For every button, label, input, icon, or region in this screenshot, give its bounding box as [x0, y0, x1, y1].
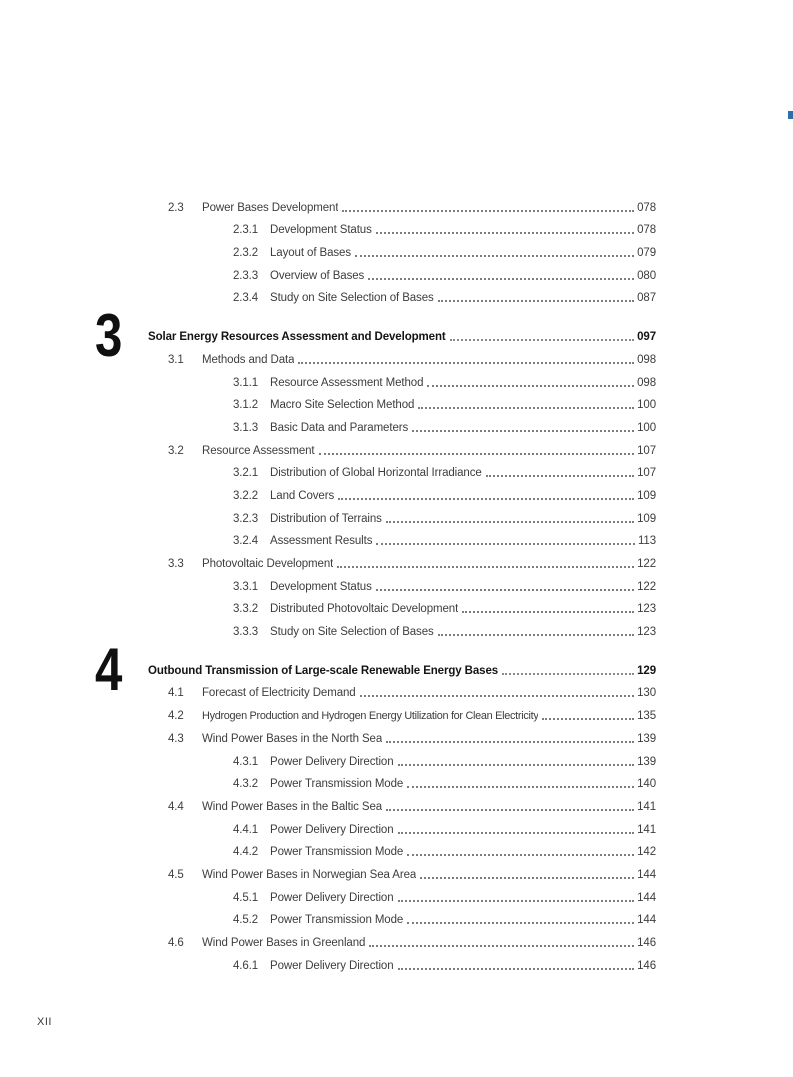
entry-page-number: 139	[637, 732, 656, 745]
toc-entry-row	[148, 287, 656, 310]
entry-number: 2.3.4	[233, 292, 259, 305]
toc-section	[95, 636, 656, 977]
entry-title: Wind Power Bases in the Baltic Sea	[202, 800, 383, 813]
dot-leader	[337, 566, 634, 568]
entry-number: 3.3.3	[233, 626, 259, 639]
dot-leader	[376, 543, 635, 545]
dot-leader	[398, 968, 635, 970]
entry-title: Study on Site Selection of Bases	[270, 626, 434, 639]
entry-number: 4.4.1	[233, 823, 259, 836]
dot-leader	[338, 498, 634, 500]
entry-number: 2.3.3	[233, 269, 259, 282]
chapter-number: 3	[95, 302, 121, 370]
toc-entry-row	[148, 841, 656, 864]
entry-number: 3.2.3	[233, 512, 259, 525]
entry-page-number: 141	[637, 800, 656, 813]
toc-entry-row	[148, 704, 656, 727]
entry-page-number: 107	[637, 444, 656, 457]
chapter-title: Outbound Transmission of Large-scale Renewable Energy Bases	[148, 664, 499, 677]
entry-number: 3.2	[168, 444, 184, 457]
dot-leader	[376, 589, 634, 591]
page-number-folio: XII	[37, 1016, 52, 1028]
entry-title: Power Delivery Direction	[270, 755, 394, 768]
entry-page-number: 135	[637, 710, 656, 723]
entry-title: Methods and Data	[202, 353, 295, 366]
dot-leader	[319, 453, 635, 455]
dot-leader	[369, 945, 634, 947]
toc-content	[95, 196, 656, 977]
entry-number: 3.2.2	[233, 489, 259, 502]
entry-title: Photovoltaic Development	[202, 558, 334, 570]
dot-leader	[398, 900, 635, 902]
chapter-number: 4	[95, 636, 121, 704]
entry-number: 3.1.3	[233, 421, 259, 434]
entry-page-number: 109	[637, 489, 656, 502]
entry-page-number: 146	[637, 937, 656, 949]
entry-title: Study on Site Selection of Bases	[270, 292, 434, 305]
dot-leader	[407, 922, 634, 924]
entry-number: 4.2	[168, 710, 184, 723]
dot-leader	[342, 210, 634, 212]
entry-page-number: 144	[637, 868, 656, 881]
toc-entry-row	[148, 909, 656, 932]
dot-leader	[407, 786, 634, 788]
entry-title: Overview of Bases	[270, 269, 365, 282]
entry-page-number: 146	[637, 959, 656, 972]
entry-page-number: 078	[637, 201, 656, 214]
entry-page-number: 100	[637, 421, 656, 434]
toc-section	[95, 302, 656, 643]
toc-entry-row	[148, 750, 656, 773]
toc-entry-row	[148, 530, 656, 553]
entry-page-number: 130	[637, 687, 656, 700]
chapter-title: Solar Energy Resources Assessment and Development	[148, 331, 446, 344]
entry-page-number: 098	[637, 353, 656, 366]
dot-leader	[398, 832, 635, 834]
entry-number: 4.5	[168, 868, 184, 881]
toc-entry-row	[148, 575, 656, 598]
entry-page-number: 113	[637, 535, 656, 548]
entry-page-number: 142	[637, 846, 656, 859]
entry-title: Wind Power Bases in Norwegian Sea Area	[202, 868, 417, 881]
toc-entry-row	[148, 863, 656, 886]
toc-entry-row	[148, 196, 656, 219]
dot-leader	[542, 718, 634, 720]
dot-leader	[427, 385, 634, 387]
dot-leader	[355, 255, 634, 257]
toc-entry-row	[148, 552, 656, 575]
toc-entry-row	[148, 219, 656, 242]
entry-number: 4.5.1	[233, 891, 259, 904]
entry-number: 2.3	[168, 201, 184, 214]
dot-leader	[502, 673, 634, 675]
dot-leader	[418, 407, 634, 409]
entry-title: Power Transmission Mode	[270, 846, 404, 859]
entry-page-number: 122	[637, 580, 656, 593]
entry-title: Development Status	[270, 580, 372, 593]
entry-page-number: 100	[637, 399, 656, 412]
toc-entry-row	[148, 371, 656, 394]
dot-leader	[398, 764, 635, 766]
entry-page-number: 107	[637, 467, 656, 480]
dot-leader	[420, 877, 634, 879]
dot-leader	[486, 475, 634, 477]
dot-leader	[450, 339, 634, 341]
entry-title: Power Delivery Direction	[270, 891, 394, 904]
toc-entry-row	[148, 507, 656, 530]
entry-number: 4.6	[168, 937, 184, 949]
toc-entry-row	[148, 439, 656, 462]
entry-page-number: 087	[637, 292, 656, 305]
entry-title: Development Status	[270, 224, 372, 237]
corner-mark	[788, 111, 793, 119]
entry-number: 4.1	[168, 687, 184, 700]
entry-title: Assessment Results	[270, 535, 373, 548]
toc-entry-row	[148, 727, 656, 750]
dot-leader	[386, 809, 634, 811]
toc-entry-row	[148, 818, 656, 841]
entry-title: Resource Assessment	[202, 444, 315, 457]
entry-number: 3.1.2	[233, 399, 259, 412]
entry-number: 3.2.1	[233, 467, 259, 480]
entry-number: 4.3	[168, 732, 184, 745]
toc-entry-row	[148, 682, 656, 705]
entry-title: Land Covers	[270, 489, 335, 502]
entry-number: 3.2.4	[233, 535, 259, 548]
entry-page-number: 144	[637, 891, 656, 904]
entry-number: 4.4	[168, 800, 184, 813]
entry-number: 4.3.2	[233, 778, 259, 791]
dot-leader	[376, 232, 634, 234]
toc-section	[148, 196, 656, 309]
entry-number: 4.3.1	[233, 755, 259, 768]
entry-title: Macro Site Selection Method	[270, 399, 415, 412]
toc-entry-row	[148, 484, 656, 507]
dot-leader	[298, 362, 634, 364]
entry-number: 4.5.2	[233, 914, 259, 927]
entry-title: Distribution of Global Horizontal Irradiance	[270, 467, 482, 480]
toc-entry-row	[148, 931, 656, 954]
dot-leader	[438, 634, 634, 636]
toc-entry-row	[148, 620, 656, 643]
entry-title: Wind Power Bases in Greenland	[202, 937, 366, 949]
entry-page-number: 123	[637, 626, 656, 639]
entry-title: Layout of Bases	[270, 247, 351, 260]
toc-entry-row	[148, 795, 656, 818]
chapter-page-number: 129	[637, 664, 656, 677]
toc-entry-row	[148, 886, 656, 909]
entry-title: Distributed Photovoltaic Development	[270, 603, 459, 616]
entry-title: Distribution of Terrains	[270, 512, 382, 525]
dot-leader	[368, 278, 634, 280]
dot-leader	[438, 300, 634, 302]
entry-title: Resource Assessment Method	[270, 376, 424, 389]
entry-page-number: 109	[637, 512, 656, 525]
entry-number: 3.1	[168, 353, 184, 366]
toc-entry-row	[148, 264, 656, 287]
entry-number: 3.3.2	[233, 603, 259, 616]
entry-title: Power Bases Development	[202, 201, 339, 214]
entry-number: 4.6.1	[233, 959, 259, 972]
entry-number: 3.3	[168, 558, 184, 570]
entry-title: Wind Power Bases in the North Sea	[202, 732, 383, 745]
dot-leader	[412, 430, 634, 432]
toc-entry-row	[148, 462, 656, 485]
entry-page-number: 080	[637, 269, 656, 282]
toc-entry-row	[148, 416, 656, 439]
toc-entry-row	[148, 241, 656, 264]
entry-page-number: 078	[637, 224, 656, 237]
entry-page-number: 140	[637, 778, 656, 791]
dot-leader	[386, 741, 634, 743]
dot-leader	[386, 521, 634, 523]
entry-title: Power Delivery Direction	[270, 959, 394, 972]
entry-page-number: 141	[637, 823, 656, 836]
dot-leader	[462, 611, 634, 613]
entry-number: 4.4.2	[233, 846, 259, 859]
toc-entry-row	[148, 348, 656, 371]
entry-title: Power Transmission Mode	[270, 778, 404, 791]
entry-number: 3.3.1	[233, 580, 259, 593]
toc-entry-row	[148, 773, 656, 796]
entry-title: Power Delivery Direction	[270, 823, 394, 836]
entry-number: 2.3.1	[233, 224, 259, 237]
entry-title: Forecast of Electricity Demand	[202, 687, 356, 700]
entry-page-number: 098	[637, 376, 656, 389]
entry-page-number: 139	[637, 755, 656, 768]
entry-number: 2.3.2	[233, 247, 259, 260]
entry-page-number: 122	[637, 558, 656, 570]
chapter-page-number: 097	[637, 331, 656, 344]
entry-page-number: 123	[637, 603, 656, 616]
entry-number: 3.1.1	[233, 376, 259, 389]
entry-title: Basic Data and Parameters	[270, 421, 409, 434]
entry-page-number: 079	[637, 247, 656, 260]
dot-leader	[407, 854, 634, 856]
entry-title: Hydrogen Production and Hydrogen Energy Utilization for Clean Electricity	[202, 710, 539, 723]
entry-page-number: 144	[637, 914, 656, 927]
toc-entry-row	[148, 598, 656, 621]
dot-leader	[360, 695, 635, 697]
toc-entry-row	[148, 394, 656, 417]
toc-entry-row	[148, 954, 656, 977]
entry-title: Power Transmission Mode	[270, 914, 404, 927]
